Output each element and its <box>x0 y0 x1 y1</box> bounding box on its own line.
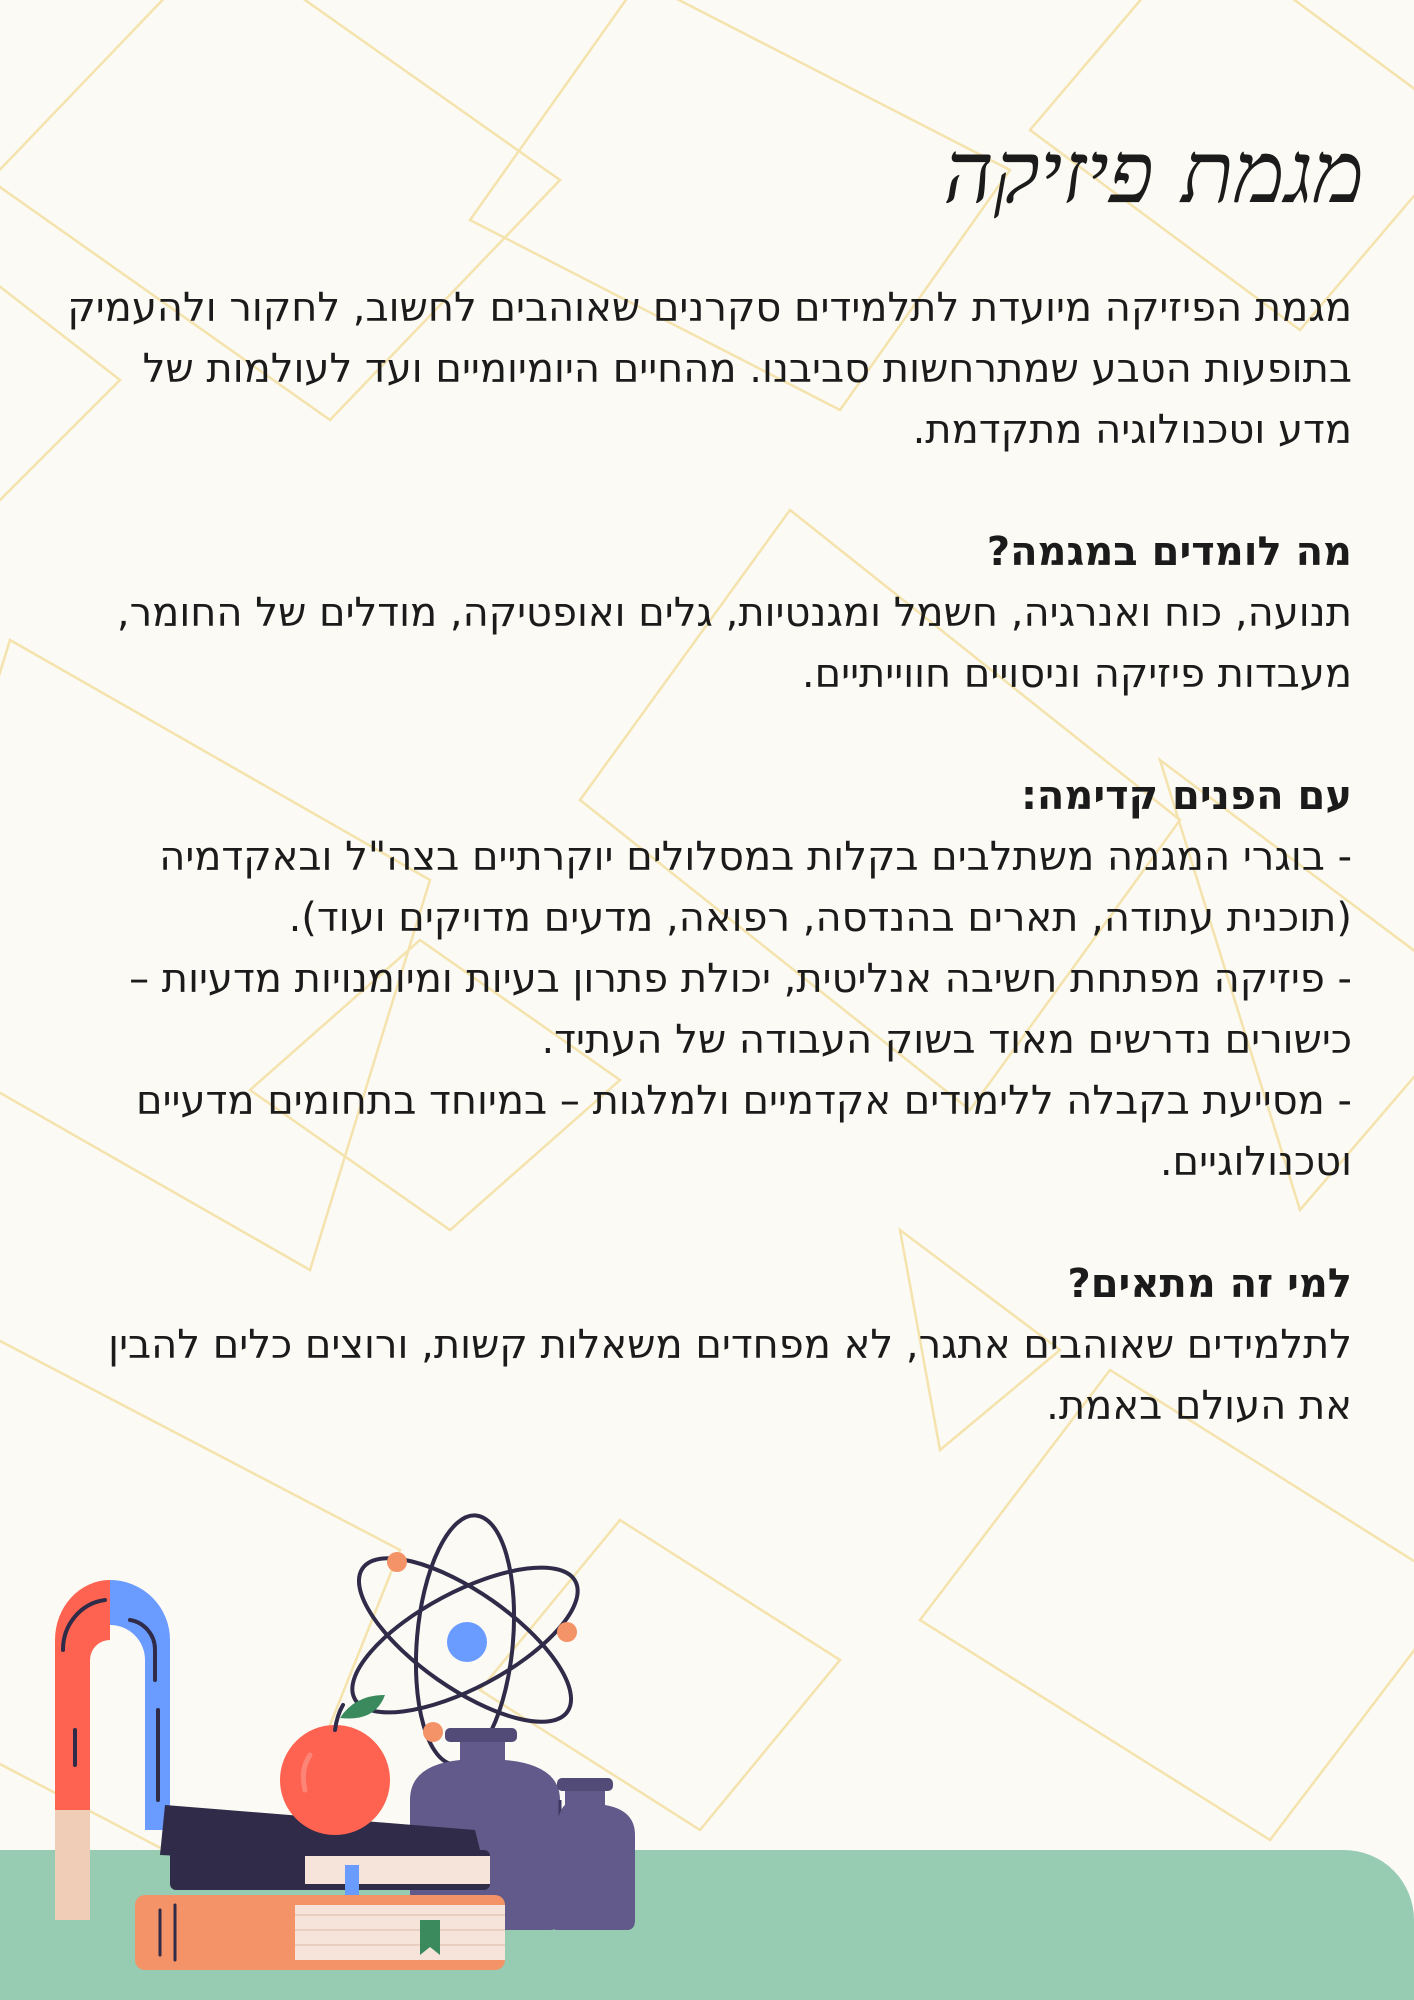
future-bullet-item: - פיזיקה מפתחת חשיבה אנליטית, יכולת פתרון בעיות ומיומנויות מדעיות – כישורים נדרשים מאוד בשוק העבודה של העתיד. <box>129 956 1352 1063</box>
horseshoe-magnet-icon <box>55 1580 170 1920</box>
page-title: מגמת פיזיקה <box>943 123 1364 223</box>
intro-paragraph: מגמת הפיזיקה מיועדת לתלמידים סקרנים שאוהבים לחשוב, לחקור ולהעמיק בתופעות הטבע שמתרחשות סביבנו. מהחיים היומיומיים ועד לעולמות של מדע וטכנולוגיה מתקדמת. <box>67 285 1352 453</box>
science-illustration <box>55 1500 655 1980</box>
future-bullet-item: - בוגרי המגמה משתלבים בקלות במסלולים יוקרתיים בצה"ל ובאקדמיה (תוכנית עתודה, תארים בהנדסה, רפואה, מדעים מדויקים ועוד). <box>159 834 1352 941</box>
section-heading-audience: למי זה מתאים? <box>1067 1261 1352 1307</box>
future-bullet-item: - מסייעת בקבלה ללימודים אקדמיים ולמלגות – במיוחד בתחומים מדעיים וטכנולוגיים. <box>136 1078 1352 1185</box>
apple-icon <box>280 1695 390 1835</box>
content-body <box>62 278 1352 1437</box>
curriculum-paragraph: תנועה, כוח ואנרגיה, חשמל ומגנטיות, גלים ואופטיקה, מודלים של החומר, מעבדות פיזיקה וניסויים חווייתיים. <box>116 590 1352 697</box>
audience-paragraph: לתלמידים שאוהבים אתגר, לא מפחדים משאלות קשות, ורוצים כלים להבין את העולם באמת. <box>108 1322 1352 1429</box>
section-heading-curriculum: מה לומדים במגמה? <box>986 529 1352 575</box>
section-heading-future: עם הפנים קדימה: <box>1020 773 1352 819</box>
